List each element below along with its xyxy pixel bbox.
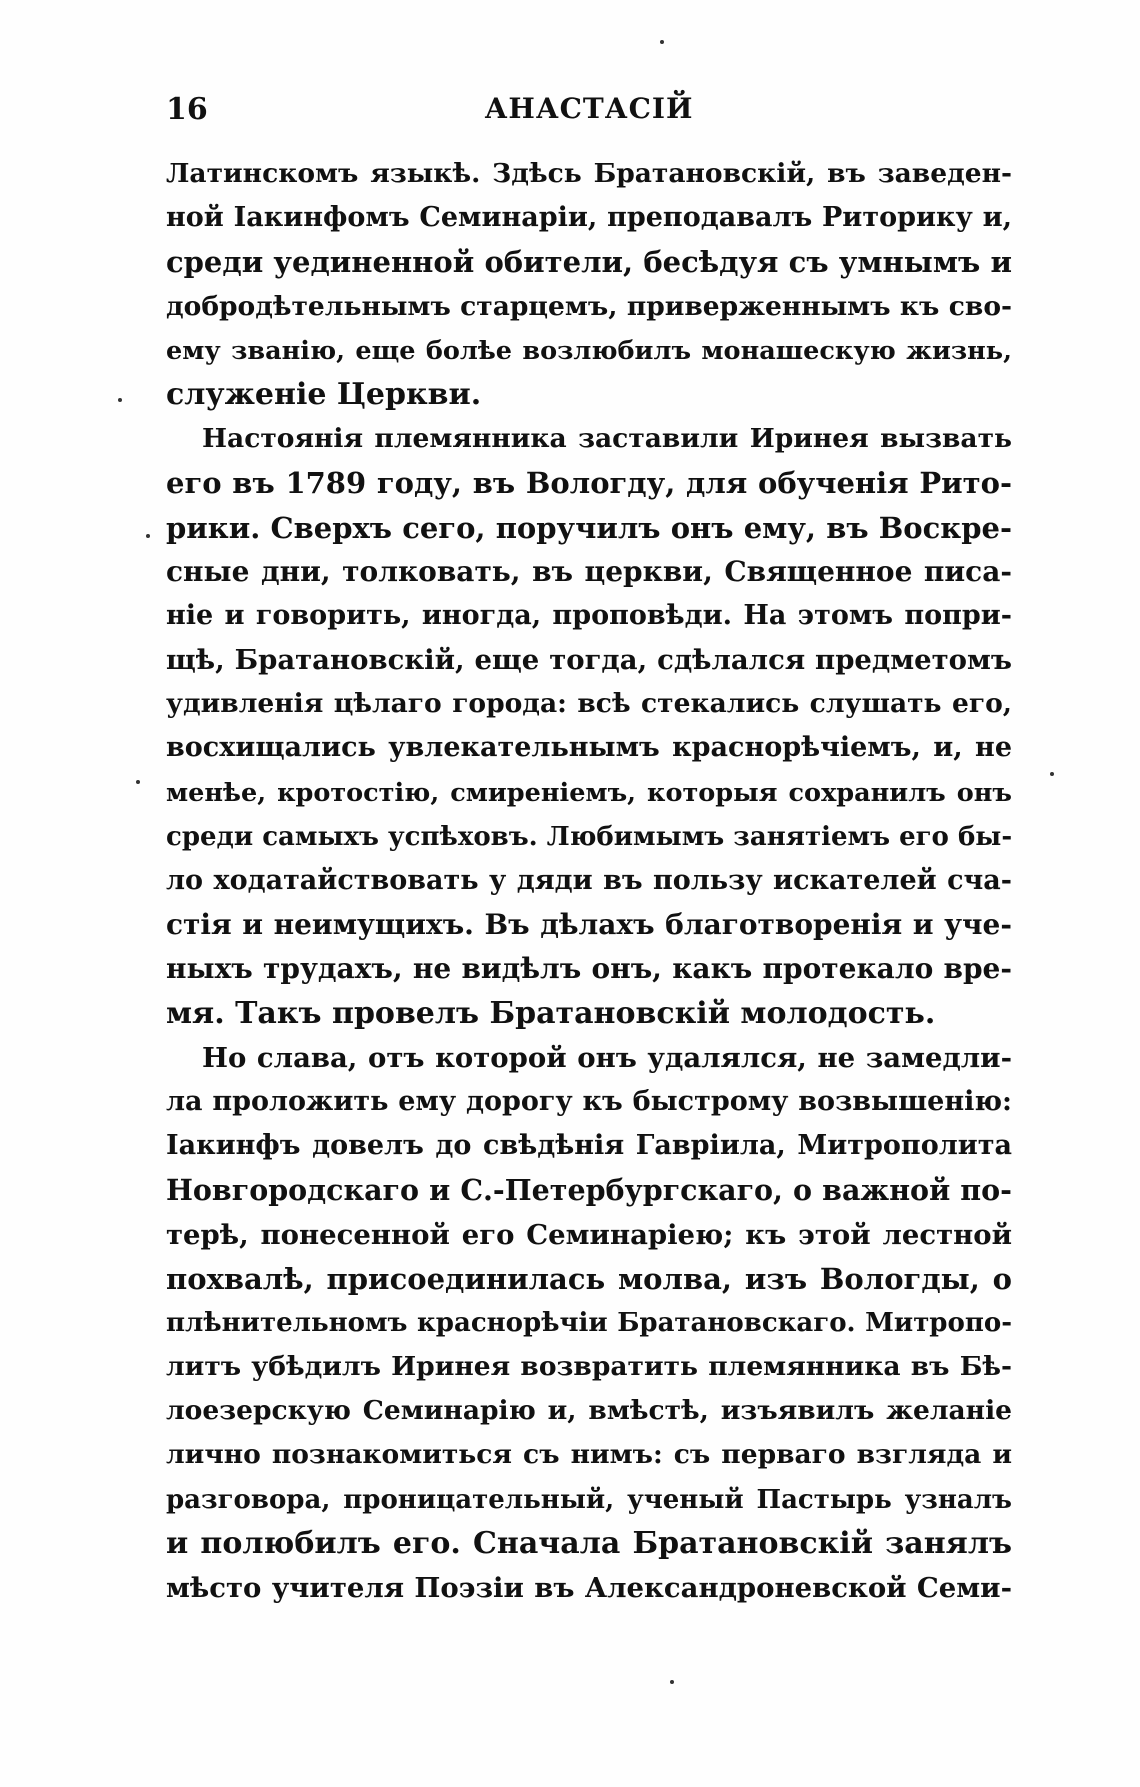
text-line: плѣнительномъ краснорѣчіи Братановскаго. Митропо- — [166, 1307, 1012, 1338]
scan-speck — [670, 1680, 674, 1684]
scan-speck — [660, 40, 664, 44]
paragraph-first-line: Но слава, отъ которой онъ удалялся, не замедли- — [202, 1041, 1012, 1074]
text-line: ло ходатайствовать у дяди въ пользу искателей сча- — [166, 865, 1012, 896]
text-line: литъ убѣдилъ Иринея возвратить племянника въ Бѣ- — [166, 1351, 1012, 1383]
text-line: терѣ, понесенной его Семинаріею; къ этой лестной — [166, 1218, 1012, 1251]
text-line: рики. Сверхъ сего, поручилъ онъ ему, въ Воскре- — [166, 510, 1012, 545]
text-line: разговора, проницательный, ученый Пастырь узналъ — [166, 1484, 1012, 1515]
text-line: среди самыхъ успѣховъ. Любимымъ занятіемъ его бы- — [166, 821, 1012, 852]
scan-speck — [1050, 772, 1054, 776]
text-line: ніе и говорить, иногда, проповѣди. На этомъ попри- — [166, 599, 1012, 631]
text-line: ной Іакинфомъ Семинаріи, преподавалъ Риторику и, — [166, 202, 1012, 234]
text-line: щѣ, Братановскій, еще тогда, сдѣлался предметомъ — [166, 644, 1012, 677]
text-line: удивленія цѣлаго города: всѣ стекались слушать его, — [166, 688, 1012, 720]
running-title: АНАСТАСІЙ — [484, 92, 694, 125]
text-line: лично познакомиться съ нимъ: съ перваго взгляда и — [166, 1439, 1012, 1471]
paragraph-first-line: Настоянія племянника заставили Иринея вызвать — [202, 423, 1012, 455]
text-line: мя. Такъ провелъ Братановскій молодость. — [166, 995, 936, 1031]
text-line: его въ 1789 году, въ Вологду, для обученія Рито- — [166, 466, 1012, 501]
text-line: лоезерскую Семинарію и, вмѣстѣ, изъявилъ желаніе — [166, 1395, 1012, 1427]
text-line: сные дни, толковать, въ церкви, Священное писа- — [166, 554, 1012, 588]
scan-speck — [146, 534, 150, 538]
text-line: добродѣтельнымъ старцемъ, приверженнымъ къ сво- — [166, 290, 1012, 322]
text-line: среди уединенной обители, бесѣдуя съ умнымъ и — [166, 245, 1012, 280]
text-line: Іакинфъ довелъ до свѣдѣнія Гавріила, Митрополита — [166, 1130, 1012, 1162]
text-line: Новгородскаго и С.-Петербургскаго, о важной по- — [166, 1173, 1012, 1208]
text-line: восхищались увлекательнымъ краснорѣчіемъ, и, не — [166, 732, 1012, 764]
text-line: Латинскомъ языкѣ. Здѣсь Братановскій, въ заведен- — [166, 158, 1012, 189]
text-line: мѣсто учителя Поэзіи въ Александроневской Семи- — [166, 1572, 1012, 1604]
text-line: и полюбилъ его. Сначала Братановскій занялъ — [166, 1525, 1012, 1561]
running-head — [166, 92, 1012, 132]
text-line: похвалѣ, присоединилась молва, изъ Вологды, о — [166, 1261, 1012, 1296]
text-line: менѣе, кротостію, смиреніемъ, которыя сохранилъ онъ — [166, 777, 1012, 808]
scan-speck — [118, 398, 122, 402]
text-line: ему званію, еще болѣе возлюбилъ монашескую жизнь, — [166, 335, 1012, 366]
page-number: 16 — [166, 92, 208, 127]
text-line: служеніе Церкви. — [166, 376, 482, 412]
text-line: ныхъ трудахъ, не видѣлъ онъ, какъ протекало вре- — [166, 952, 1012, 986]
text-line: стія и неимущихъ. Въ дѣлахъ благотворенія и уче- — [166, 908, 1012, 942]
text-line: ла проложить ему дорогу къ быстрому возвышенію: — [166, 1085, 1012, 1117]
scan-speck — [136, 780, 140, 784]
body-text — [166, 152, 1012, 1610]
